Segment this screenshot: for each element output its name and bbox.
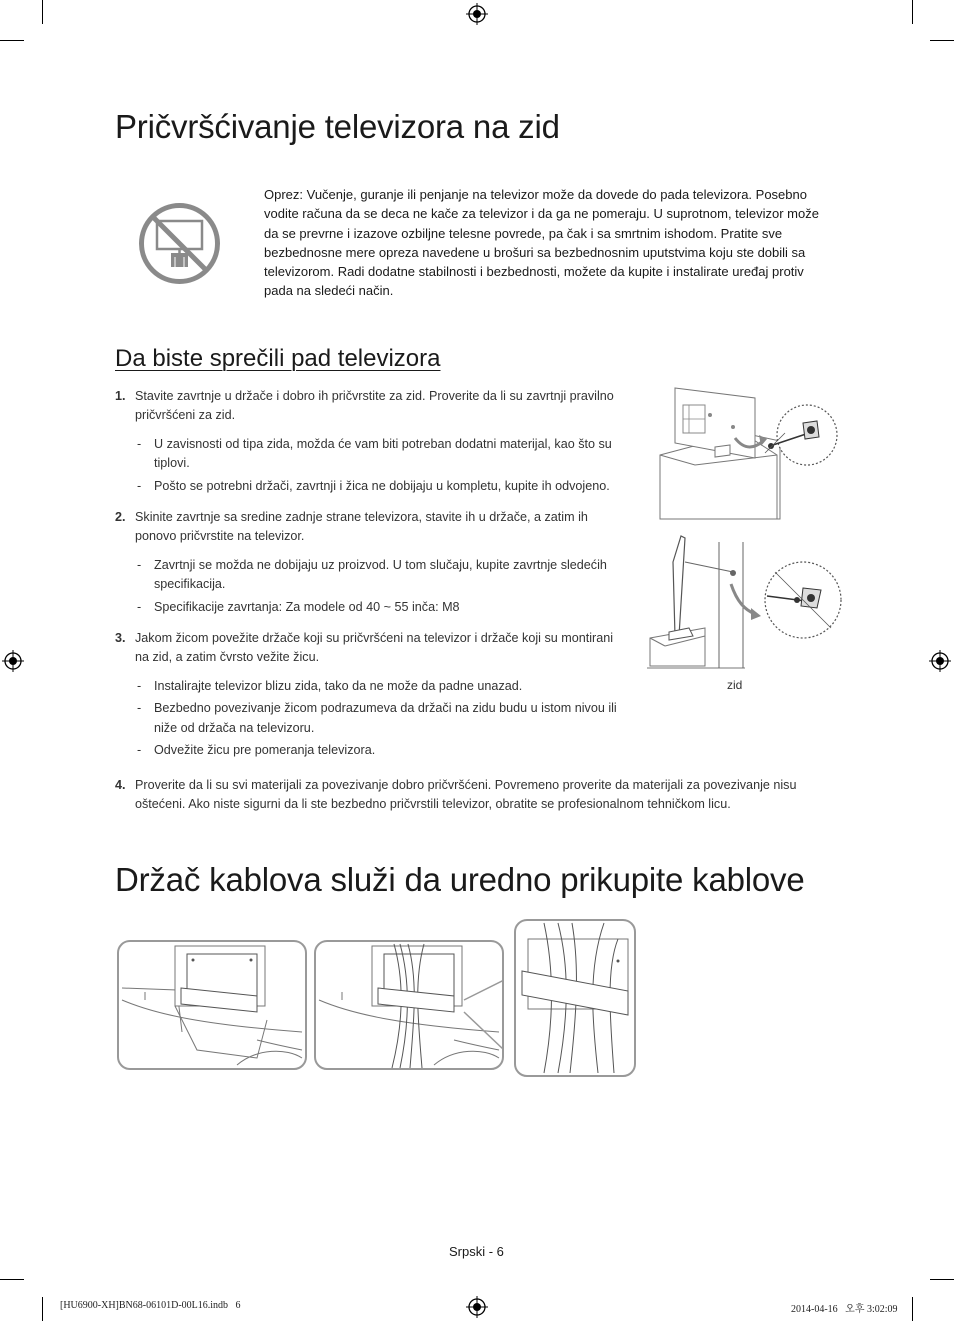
step-number: 1. (115, 389, 126, 403)
no-climbing-icon (137, 201, 222, 286)
sub-text: Zavrtnji se možda ne dobijaju uz proizvod. U tom slučaju, kupite zavrtnje sledećih specifikacija. (154, 557, 607, 592)
crop-mark (930, 1279, 954, 1280)
page-number: Srpski - 6 (449, 1244, 504, 1259)
caution-text: Oprez: Vučenje, guranje ili penjanje na televizor može da dovede do pada televizora. Posebno vodite računa da se deca ne kače za televizor i da ga ne pomeraju. U suprotnom, televizor može da se prevrne i izazove ozbiljne telesne povrede, pa čak i sa smrtnim ishodom. Pratite sve bezbednosne mere opreza navedene u brošuri sa bezbednosnim uputstvima koju ste dobili sa televizorom. Radi dodatne stabilnosti i bezbednosti, možete da kupite i instalirate uređaj protiv pada na sledeći način. (264, 187, 819, 299)
crop-mark (930, 40, 954, 41)
step-number: 4. (115, 778, 126, 792)
crop-mark (0, 40, 24, 41)
cable-holder-illustration-3 (514, 919, 636, 1077)
crop-mark (912, 0, 913, 24)
sub-text: Specifikacije zavrtanja: Za modele od 40 ~ 55 inča: M8 (154, 599, 460, 614)
sub-item: - Zavrtnji se možda ne dobijaju uz proizvod. U tom slučaju, kupite zavrtnje sledećih specifikacija. (137, 557, 607, 592)
section-subtitle: Da biste sprečili pad televizora (115, 345, 441, 372)
registration-mark-icon (466, 1296, 488, 1318)
tv-bracket-illustration (655, 383, 845, 523)
timestamp-slug: 2014-04-16 오후 3:02:09 (791, 1304, 898, 1315)
sub-item: - Odvežite žicu pre pomeranja televizora. (137, 743, 376, 758)
sub-text: Instalirajte televizor blizu zida, tako da ne može da padne unazad. (154, 678, 523, 693)
step-number: 2. (115, 510, 126, 525)
step-item (115, 508, 627, 547)
crop-mark (912, 1297, 913, 1321)
page-title: Pričvršćivanje televizora na zid (115, 108, 560, 145)
step-item (115, 776, 815, 815)
sub-text: Bezbedno povezivanje žicom podrazumeva da držači na zidu budu u istom nivou ili niže od držača na televizoru. (154, 701, 617, 735)
sub-item: - Specifikacije zavrtanja: Za modele od 40 ~ 55 inča: M8 (137, 599, 460, 614)
crop-mark (0, 1279, 24, 1280)
section-title: Držač kablova služi da uredno prikupite kablove (115, 861, 805, 898)
file-slug: [HU6900-XH]BN68-06101D-00L16.indb 6 (60, 1300, 241, 1311)
step-item (115, 629, 627, 668)
crop-mark (42, 1297, 43, 1321)
sub-text: U zavisnosti od tipa zida, možda će vam biti potreban dodatni materijal, kao što su tiplovi. (154, 436, 612, 471)
step-number: 3. (115, 631, 126, 646)
registration-mark-icon (2, 650, 24, 672)
registration-mark-icon (466, 3, 488, 25)
sub-text: Pošto se potrebni držači, zavrtnji i žica ne dobijaju u kompletu, kupite ih odvojeno. (154, 478, 610, 493)
steps-list (115, 387, 627, 764)
step-text: Skinite zavrtnje sa sredine zadnje strane televizora, stavite ih u držače, a zatim ih ponovo pričvrstite na televizor. (135, 510, 588, 544)
sub-item: - U zavisnosti od tipa zida, možda će vam biti potreban dodatni materijal, kao što su tiplovi. (137, 436, 612, 471)
step-text: Stavite zavrtnje u držače i dobro ih pričvrstite za zid. Proverite da li su zavrtnji pravilno pričvršćeni za zid. (135, 389, 614, 423)
sub-item: - Bezbedno povezivanje žicom podrazumeva da držači na zidu budu u istom nivou ili niže od držača na televizoru. (137, 701, 617, 735)
wall-illustration (645, 532, 845, 672)
step-text: Proverite da li su svi materijali za povezivanje dobro pričvršćeni. Povremeno proverite da materijali za povezivanje nisu oštećeni. Ako niste sigurni da li ste bezbedno pričvrstili televizor, obratite se profesionalnom tehničkom licu. (135, 778, 797, 812)
wall-label: zid (727, 678, 743, 692)
step-text: Jakom žicom povežite držače koji su pričvršćeni na televizor i držače koji su montirani na zid, a zatim čvrsto vežite žicu. (135, 631, 614, 665)
sub-item: - Pošto se potrebni držači, zavrtnji i žica ne dobijaju u kompletu, kupite ih odvojeno. (137, 478, 610, 493)
cable-holder-illustration-2 (314, 940, 504, 1070)
crop-mark (42, 0, 43, 24)
registration-mark-icon (929, 650, 951, 672)
sub-text: Odvežite žicu pre pomeranja televizora. (154, 743, 376, 758)
step-item (115, 387, 627, 426)
cable-holder-illustration-1 (117, 940, 307, 1070)
sub-item: - Instalirajte televizor blizu zida, tako da ne može da padne unazad. (137, 678, 523, 693)
